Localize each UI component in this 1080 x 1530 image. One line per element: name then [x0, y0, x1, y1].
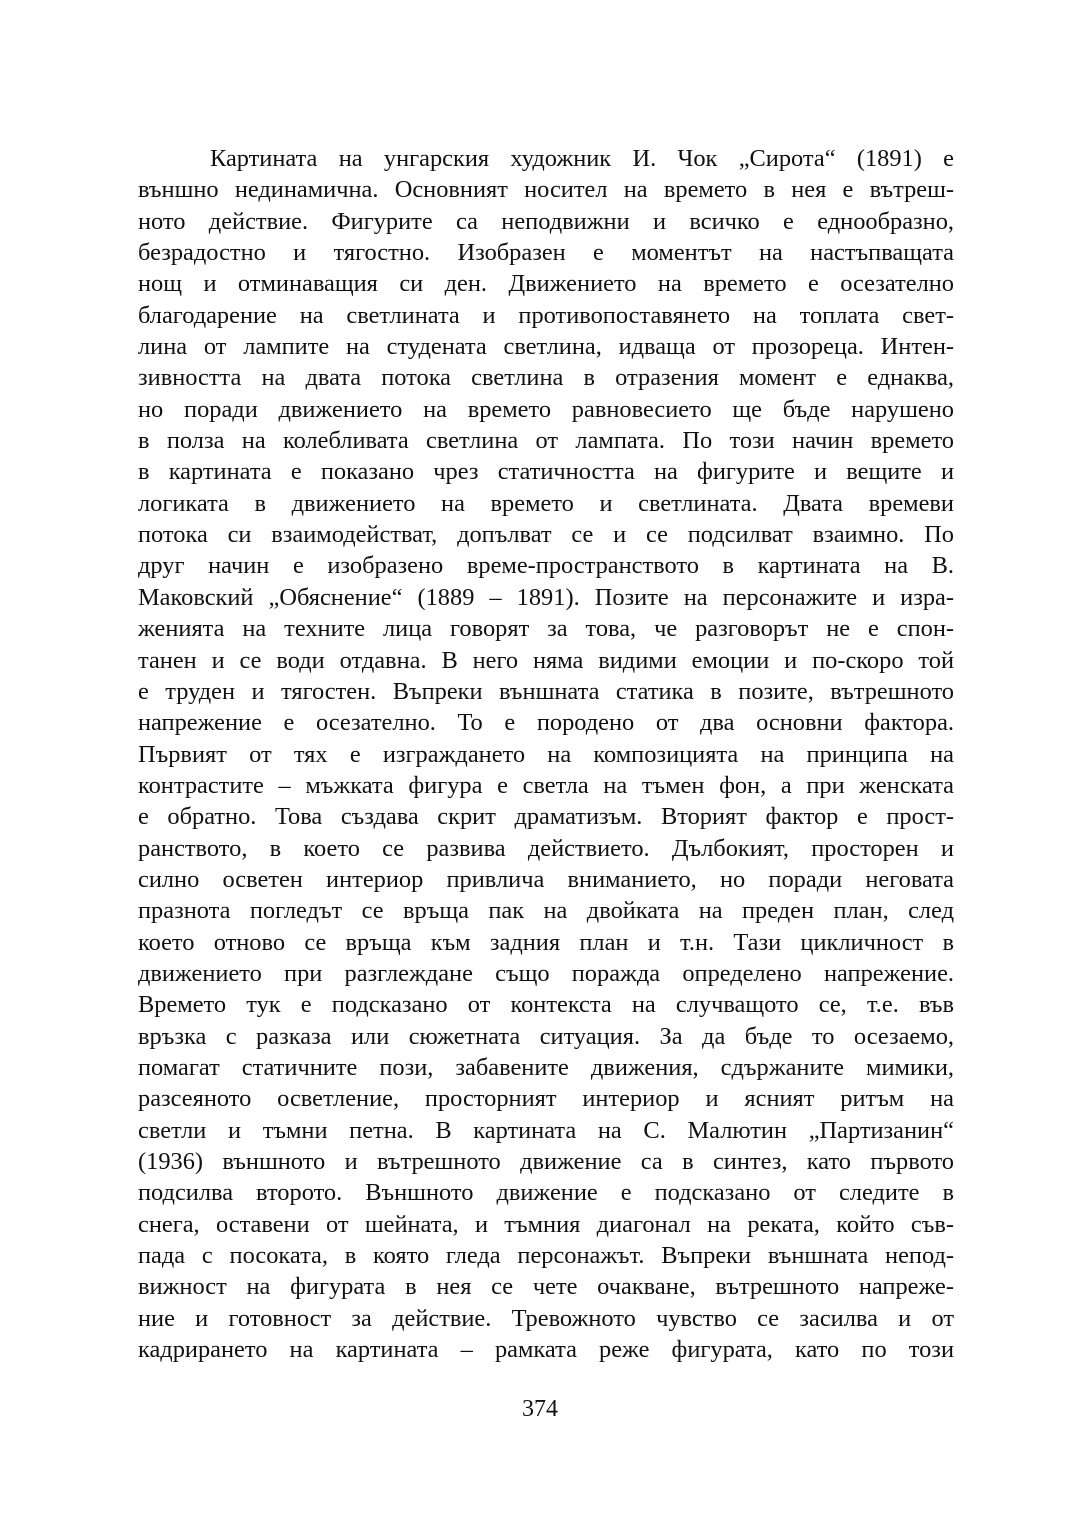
text-line: външно нединамична. Основният носител на времето в нея е вътреш-	[138, 176, 954, 204]
text-line: връзка с разказа или сюжетната ситуация. За да бъде то осезаемо,	[138, 1022, 954, 1050]
text-line: движението при разглеждане също поражда определено напрежение.	[138, 959, 954, 987]
text-line: ранството, в което се развива действието. Дълбокият, просторен и	[138, 834, 954, 862]
text-line: подсилва второто. Външното движение е подсказано от следите в	[138, 1179, 954, 1207]
text-line: което отново се връща към задния план и т.н. Тази цикличност в	[138, 928, 954, 956]
text-line: нощ и отминаващия си ден. Движението на времето е осезателно	[138, 270, 954, 298]
text-line: в полза на колебливата светлина от лампата. По този начин времето	[138, 427, 954, 455]
text-line: пада с посоката, в която гледа персонажът. Въпреки външната непод-	[138, 1242, 954, 1270]
text-line: зивността на двата потока светлина в отразения момент е еднаква,	[138, 364, 954, 392]
text-line: женията на техните лица говорят за това, че разговорът не е спон-	[138, 615, 954, 643]
text-line: Времето тук е подсказано от контекста на случващото се, т.е. във	[138, 991, 954, 1019]
text-line: логиката в движението на времето и светлината. Двата времеви	[138, 489, 954, 517]
text-line: е обратно. Това създава скрит драматизъм. Вторият фактор е прост-	[138, 803, 954, 831]
text-line: ното действие. Фигурите са неподвижни и всичко е еднообразно,	[138, 207, 954, 235]
text-line: помагат статичните пози, забавените движения, сдържаните мимики,	[138, 1053, 954, 1081]
body-text	[138, 143, 954, 1365]
text-line: благодарение на светлината и противопоставянето на топлата свет-	[138, 301, 954, 329]
text-line: друг начин е изобразено време-пространството в картината на В.	[138, 552, 954, 580]
text-line: потока си взаимодействат, допълват се и се подсилват взаимно. По	[138, 521, 954, 549]
text-line: напрежение е осезателно. То е породено от два основни фактора.	[138, 709, 954, 737]
text-line: разсеяното осветление, просторният интериор и ясният ритъм на	[138, 1085, 954, 1113]
text-line: Маковский „Обяснение“ (1889 – 1891). Позите на персонажите и изра-	[138, 583, 954, 611]
text-line: Картината на унгарския художник И. Чок „Сирота“ (1891) е	[210, 145, 954, 172]
text-line: празнота погледът се връща пак на двойката на преден план, след	[138, 897, 954, 925]
page-number: 374	[522, 1396, 558, 1422]
text-line: в картината е показано чрез статичността на фигурите и вещите и	[138, 458, 954, 486]
text-line: лина от лампите на студената светлина, идваща от прозореца. Интен-	[138, 333, 954, 361]
text-line: кадрирането на картината – рамката реже фигурата, като по този	[138, 1336, 954, 1364]
text-line: светли и тъмни петна. В картината на С. Малютин „Партизанин“	[138, 1116, 954, 1144]
text-line: (1936) външното и вътрешното движение са в синтез, като първото	[138, 1148, 954, 1175]
text-line: снега, оставени от шейната, и тъмния диагонал на реката, който съв-	[138, 1210, 954, 1238]
text-line: вижност на фигурата в нея се чете очакване, вътрешното напреже-	[138, 1273, 954, 1301]
text-line: безрадостно и тягостно. Изобразен е моментът на настъпващата	[138, 239, 954, 267]
text-line: ние и готовност за действие. Тревожното чувство се засилва и от	[138, 1304, 954, 1332]
text-line: силно осветен интериор привлича вниманието, но поради неговата	[138, 865, 954, 893]
text-line: танен и се води отдавна. В него няма видими емоции и по-скоро той	[138, 646, 954, 674]
text-line: контрастите – мъжката фигура е светла на тъмен фон, а при женската	[138, 771, 954, 799]
text-line: но поради движението на времето равновесието ще бъде нарушено	[138, 395, 954, 423]
text-line: е труден и тягостен. Въпреки външната статика в позите, вътрешното	[138, 677, 954, 705]
text-line: Първият от тях е изграждането на композицията на принципа на	[138, 740, 954, 768]
